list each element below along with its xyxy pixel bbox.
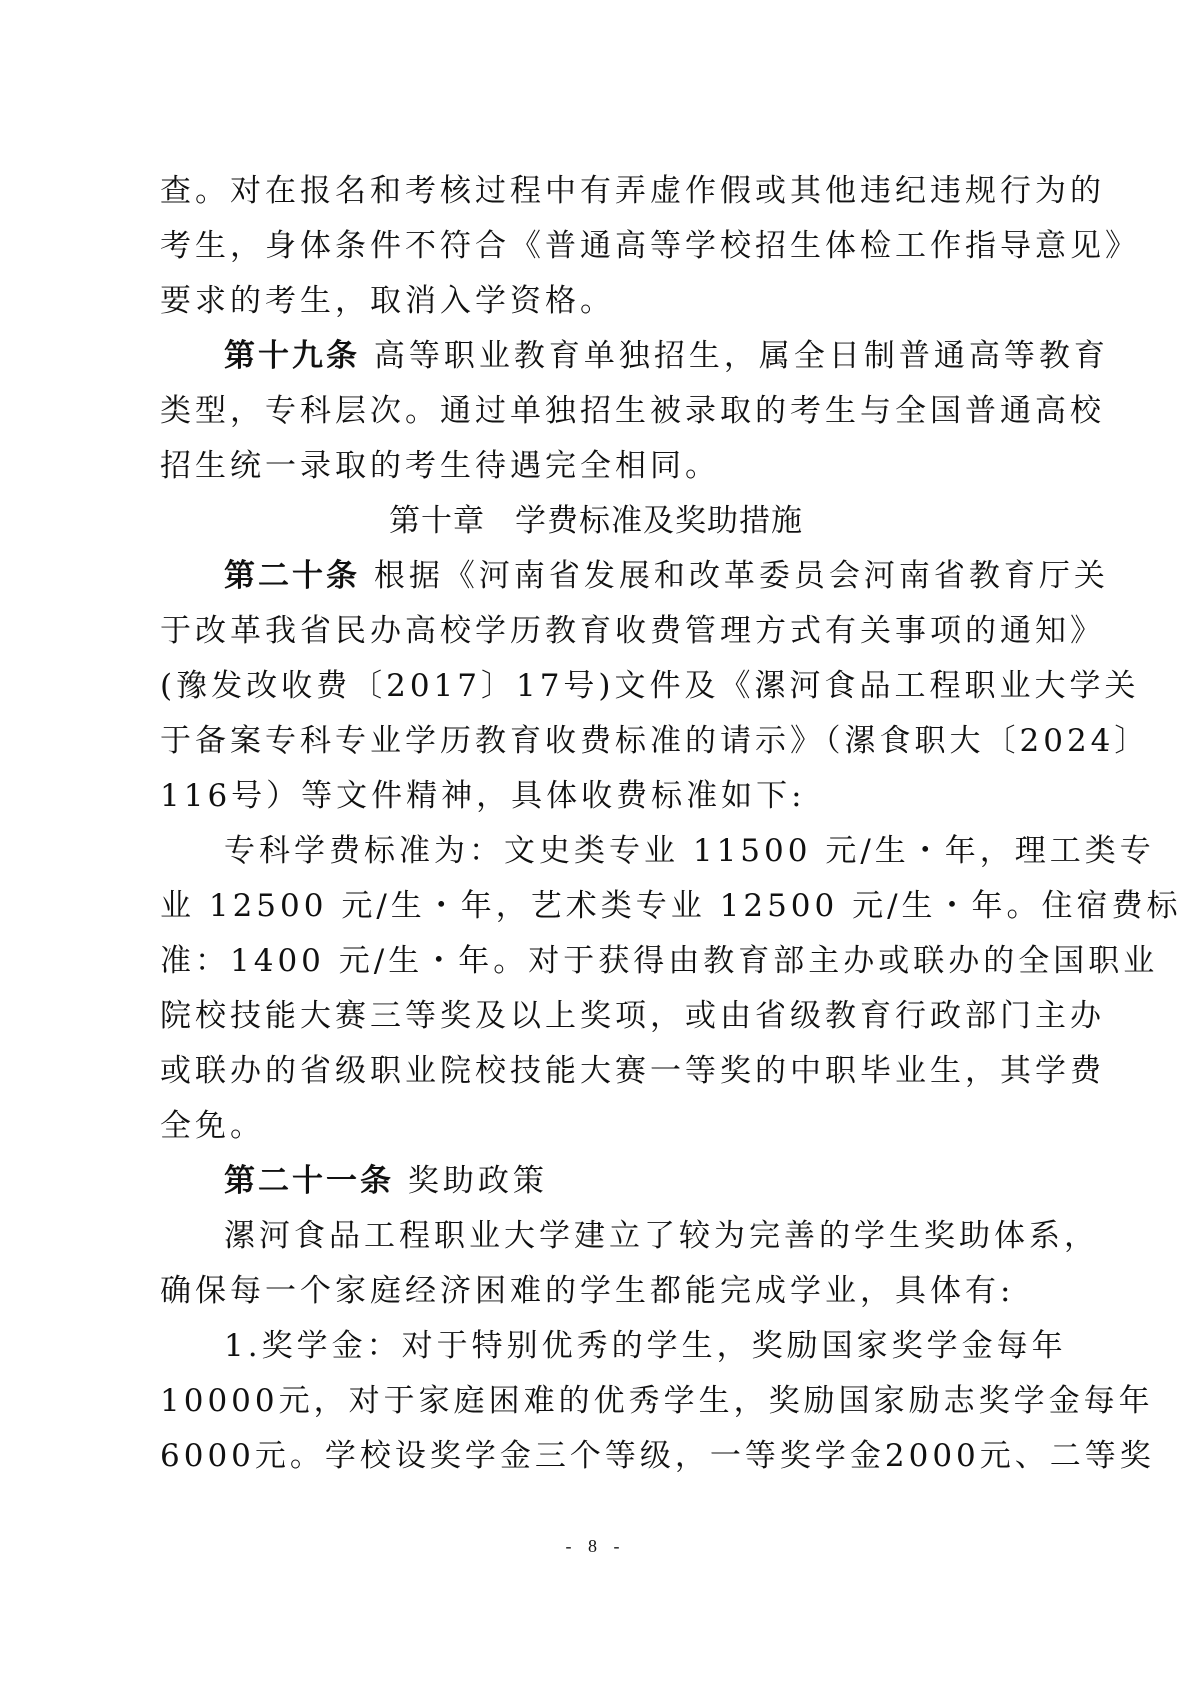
paragraph-line: 院校技能大赛三等奖及以上奖项，或由省级教育行政部门主办 [160, 998, 1105, 1034]
paragraph-line: 查。对在报名和考核过程中有弄虚作假或其他违纪违规行为的 [160, 173, 1105, 209]
article-21-heading: 第二十一条 [224, 1163, 394, 1199]
paragraph-line: 10000元，对于家庭困难的优秀学生，奖励国家励志奖学金每年 [160, 1383, 1154, 1419]
paragraph-line: 于改革我省民办高校学历教育收费管理方式有关事项的通知》 [160, 613, 1105, 649]
paragraph-line: 类型，专科层次。通过单独招生被录取的考生与全国普通高校 [160, 393, 1105, 429]
paragraph-line: 全免。 [160, 1108, 265, 1144]
chapter-number: 第十章 [389, 503, 485, 539]
article-20-line [160, 549, 1109, 604]
article-19-line [160, 329, 1109, 384]
article-21-line [160, 1154, 1032, 1209]
article-19-heading: 第十九条 [224, 338, 360, 374]
paragraph-line: 漯河食品工程职业大学建立了较为完善的学生奖助体系， [224, 1218, 1099, 1254]
article-19-text: 高等职业教育单独招生，属全日制普通高等教育 [360, 338, 1109, 374]
chapter-heading [160, 494, 1032, 549]
page-number: - 8 - [565, 1536, 626, 1556]
paragraph-line: 或联办的省级职业院校技能大赛一等奖的中职毕业生，其学费 [160, 1053, 1105, 1089]
paragraph-line: 考生，身体条件不符合《普通高等学校招生体检工作指导意见》 [160, 228, 1140, 264]
article-20-heading: 第二十条 [224, 558, 360, 594]
article-20-text: 根据《河南省发展和改革委员会河南省教育厅关 [360, 558, 1109, 594]
paragraph-line: 招生统一录取的考生待遇完全相同。 [160, 448, 720, 484]
paragraph-line: 于备案专科专业学历教育收费标准的请示》（漯食职大〔2024〕 [160, 723, 1150, 759]
tuition-standard-line: 专科学费标准为：文史类专业 11500 元/生・年，理工类专 [224, 833, 1155, 869]
paragraph-line: 业 12500 元/生・年，艺术类专业 12500 元/生・年。住宿费标 [160, 888, 1182, 924]
scholarship-item-line: 1.奖学金：对于特别优秀的学生，奖励国家奖学金每年 [224, 1328, 1067, 1364]
paragraph-line: 确保每一个家庭经济困难的学生都能完成学业，具体有: [160, 1273, 1015, 1309]
document-page-body [160, 164, 1182, 1484]
paragraph-line: (豫发改收费〔2017〕17号)文件及《漯河食品工程职业大学关 [160, 668, 1140, 704]
paragraph-line: 要求的考生，取消入学资格。 [160, 283, 615, 319]
paragraph-line: 116号）等文件精神，具体收费标准如下: [160, 778, 806, 814]
paragraph-line: 准：1400 元/生・年。对于获得由教育部主办或联办的全国职业 [160, 943, 1159, 979]
chapter-title: 学费标准及奖助措施 [515, 503, 803, 539]
article-21-text: 奖助政策 [394, 1163, 548, 1199]
paragraph-line: 6000元。学校设奖学金三个等级，一等奖学金2000元、二等奖 [160, 1438, 1155, 1474]
